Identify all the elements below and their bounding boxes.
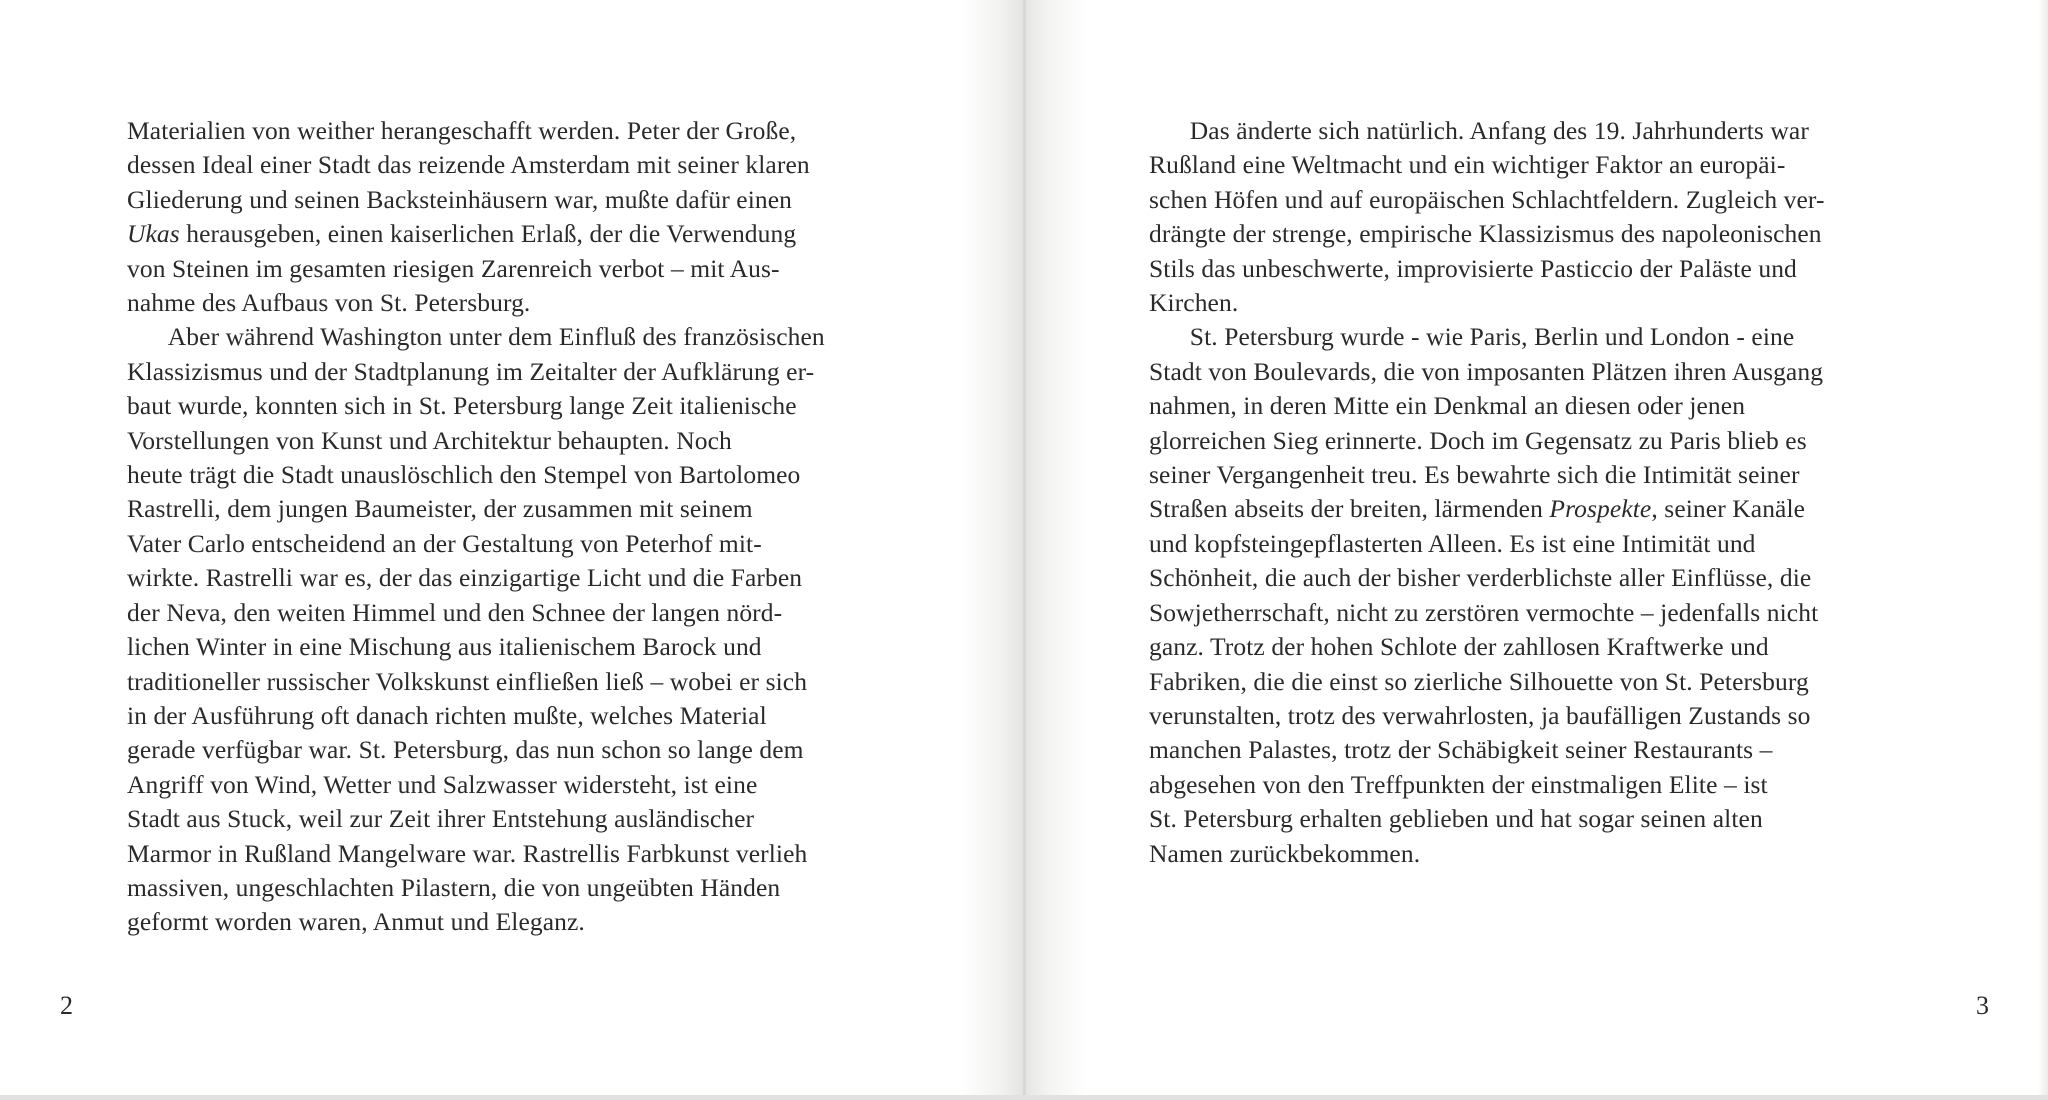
left-page-text (127, 114, 917, 940)
text-line: Vorstellungen von Kunst und Architektur behaupten. Noch (127, 425, 732, 455)
text-line: baut wurde, konnten sich in St. Petersburg lange Zeit italienische (127, 391, 797, 421)
text-line: Stadt von Boulevards, die von imposanten Plätzen ihren Ausgang (1149, 356, 1824, 386)
text-line: Gliederung und seinen Backsteinhäusern war, mußte dafür einen (127, 184, 793, 214)
text-line: in der Ausführung oft danach richten mußte, welches Material (127, 700, 767, 730)
text-line: gerade verfügbar war. St. Petersburg, das nun schon so lange dem (127, 735, 804, 765)
text-line: Marmor in Rußland Mangelware war. Rastrellis Farbkunst verlieh (127, 838, 808, 868)
text-line: traditioneller russischer Volkskunst einfließen ließ – wobei er sich (127, 666, 808, 696)
page-bottom-edge (0, 1095, 2048, 1100)
page-number-left: 2 (60, 991, 73, 1020)
text-line: Klassizismus und der Stadtplanung im Zeitalter der Aufklärung er- (127, 356, 815, 386)
text-line: Materialien von weither herangeschafft werden. Peter der Große, (127, 116, 797, 145)
text-line: drängte der strenge, empirische Klassizismus des napoleonischen (1149, 219, 1822, 249)
text-line: heute trägt die Stadt unauslöschlich den Stempel von Bartolomeo (127, 460, 801, 490)
text-line (127, 217, 917, 251)
text-line: abgesehen von den Treffpunkten der einstmaligen Elite – ist (1149, 769, 1768, 799)
text-line: Stadt aus Stuck, weil zur Zeit ihrer Entstehung ausländischer (127, 804, 755, 834)
text-line: der Neva, den weiten Himmel und den Schnee der langen nörd- (127, 597, 783, 627)
text-line: Fabriken, die die einst so zierliche Silhouette von St. Petersburg (1149, 666, 1809, 696)
text-line: Rastrelli, dem jungen Baumeister, der zusammen mit seinem (127, 494, 753, 524)
text-line (1149, 492, 1929, 526)
paragraph-start-line: Aber während Washington unter dem Einfluß des französischen (167, 322, 825, 352)
text-line: massiven, ungeschlachten Pilastern, die von ungeübten Händen (127, 872, 781, 902)
text-line: St. Petersburg erhalten geblieben und hat sogar seinen alten (1149, 804, 1763, 834)
text-line: seiner Vergangenheit treu. Es bewahrte sich die Intimität seiner (1149, 460, 1800, 490)
text-line: Sowjetherrschaft, nicht zu zerstören vermochte – jedenfalls nicht (1149, 597, 1819, 627)
text-line: glorreichen Sieg erinnerte. Doch im Gegensatz zu Paris blieb es (1149, 425, 1807, 455)
text-line: ganz. Trotz der hohen Schlote der zahllosen Kraftwerke und (1149, 632, 1769, 662)
text-line: und kopfsteingepflasterten Alleen. Es ist eine Intimität und (1149, 528, 1756, 558)
text-line: von Steinen im gesamten riesigen Zarenreich verbot – mit Aus- (127, 253, 780, 283)
text-line: Kirchen. (1149, 288, 1239, 318)
text-line: Schönheit, die auch der bisher verderblichste aller Einflüsse, die (1149, 563, 1812, 593)
text-line: schen Höfen und auf europäischen Schlachtfeldern. Zugleich ver- (1149, 184, 1825, 214)
text-line: Stils das unbeschwerte, improvisierte Pasticcio der Paläste und (1149, 253, 1797, 283)
text-line: geformt worden waren, Anmut und Eleganz. (127, 907, 585, 937)
text-line: Vater Carlo entscheidend an der Gestaltung von Peterhof mit- (127, 528, 762, 558)
page-number-right: 3 (1976, 991, 1989, 1020)
left-page (0, 0, 1023, 1095)
right-page-text (1149, 114, 1929, 871)
text-line: dessen Ideal einer Stadt das reizende Amsterdam mit seiner klaren (127, 150, 810, 180)
text-line: nahmen, in deren Mitte ein Denkmal an diesen oder jenen (1149, 391, 1746, 421)
text-line: Rußland eine Weltmacht und ein wichtiger Faktor an europäi- (1149, 150, 1786, 180)
text-line: nahme des Aufbaus von St. Petersburg. (127, 288, 531, 318)
paragraph-start-line: St. Petersburg wurde - wie Paris, Berlin und London - eine (1189, 322, 1795, 352)
text-line: lichen Winter in eine Mischung aus italienischem Barock und (127, 632, 762, 662)
text-fragment: , seiner Kanäle (1651, 494, 1806, 524)
text-line: Angriff von Wind, Wetter und Salzwasser widersteht, ist eine (127, 769, 758, 799)
text-fragment: herausgeben, einen kaiserlichen Erlaß, der die Verwendung (179, 219, 797, 249)
text-line: verunstalten, trotz des verwahrlosten, ja baufälligen Zustands so (1149, 700, 1811, 730)
text-fragment: Straßen abseits der breiten, lärmenden (1149, 494, 1550, 524)
italic-term-prospekte: Prospekte (1549, 494, 1652, 524)
text-line: wirkte. Rastrelli war es, der das einzigartige Licht und die Farben (127, 563, 803, 593)
text-line: manchen Palastes, trotz der Schäbigkeit seiner Restaurants – (1149, 735, 1773, 765)
italic-term-ukas: Ukas (127, 219, 180, 249)
text-line: Namen zurückbekommen. (1149, 838, 1421, 868)
paragraph-start-line: Das änderte sich natürlich. Anfang des 19. Jahrhunderts war (1189, 116, 1809, 145)
